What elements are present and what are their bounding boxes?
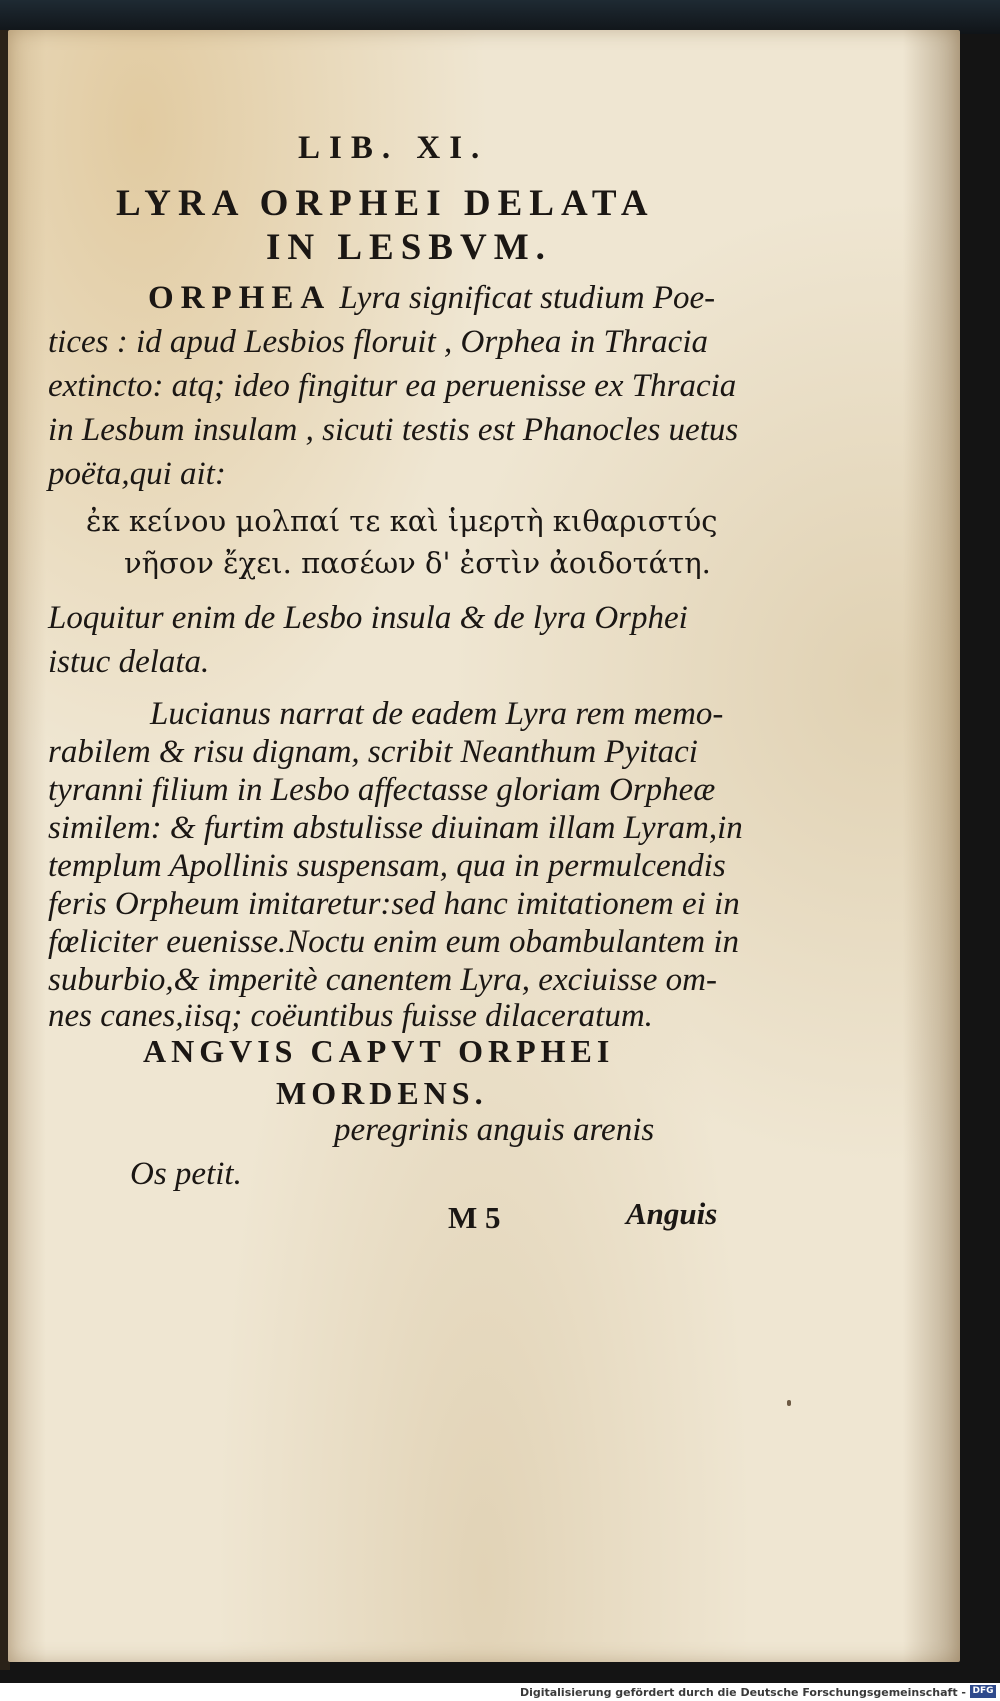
section-title-line-1: ANGVIS CAPVT ORPHEI: [143, 1033, 615, 1069]
paragraph-1-line-2: tices : id apud Lesbios floruit , Orphea in Thracia: [48, 324, 708, 360]
section-title-line-2: MORDENS.: [276, 1075, 488, 1111]
dfg-logo: DFG: [970, 1685, 996, 1698]
catchword: Anguis: [626, 1196, 718, 1231]
chapter-title-line-1: LYRA ORPHEI DELATA: [116, 183, 655, 224]
paper-speck: [787, 1400, 791, 1406]
greek-quote-line-2: νῆσον ἔχει. πασέων δ' ἐστὶν ἀοιδοτάτη.: [124, 546, 711, 580]
running-head: LIB. XI.: [298, 130, 489, 166]
verse-line-2: Os petit.: [130, 1156, 242, 1192]
signature-mark: M 5: [448, 1200, 501, 1235]
paragraph-3-line-4: similem: & furtim abstulisse diuinam illam Lyram,in: [48, 810, 743, 846]
paragraph-3-line-8: suburbio,& imperitè canentem Lyra, exciuisse om-: [48, 962, 717, 998]
paragraph-1-line-1: [148, 278, 715, 318]
paragraph-3-line-9: nes canes,iisq; coëuntibus fuisse dilaceratum.: [48, 998, 653, 1034]
scan-top-border: [0, 0, 1000, 34]
paragraph-2-line-1: Loquitur enim de Lesbo insula & de lyra Orphei: [48, 600, 688, 636]
footer-credit: Digitalisierung gefördert durch die Deutsche Forschungsgemeinschaft -: [519, 1686, 966, 1699]
verse-line-1: peregrinis anguis arenis: [334, 1112, 655, 1148]
paragraph-1-lead-word: ORPHEA: [148, 280, 332, 316]
book-page: [8, 30, 960, 1662]
paragraph-1-line-4: in Lesbum insulam , sicuti testis est Phanocles uetus: [48, 412, 739, 448]
paragraph-3-line-6: feris Orpheum imitaretur:sed hanc imitationem ei in: [48, 886, 740, 922]
paragraph-3-line-3: tyranni filium in Lesbo affectasse gloriam Orpheæ: [48, 772, 716, 808]
paragraph-1-line-3: extincto: atq; ideo fingitur ea peruenisse ex Thracia: [48, 368, 737, 404]
paragraph-3-line-7: fœliciter euenisse.Noctu enim eum obambulantem in: [48, 924, 740, 960]
paragraph-1-line-1-text: Lyra significat studium Poe-: [331, 280, 716, 316]
page-text-block: [8, 30, 960, 1662]
paragraph-2-line-2: istuc delata.: [48, 644, 210, 680]
paragraph-3-line-5: templum Apollinis suspensam, qua in permulcendis: [48, 848, 726, 884]
greek-quote-line-1: ἐκ κείνου μολπαί τε καὶ ἱμερτὴ κιθαριστύς: [86, 504, 718, 538]
paragraph-1-line-5: poëta,qui ait:: [48, 456, 226, 492]
paragraph-3-line-2: rabilem & risu dignam, scribit Neanthum Pyitaci: [48, 734, 698, 770]
paragraph-3-line-1: Lucianus narrat de eadem Lyra rem memo-: [150, 696, 724, 732]
chapter-title-line-2: IN LESBVM.: [266, 227, 552, 268]
